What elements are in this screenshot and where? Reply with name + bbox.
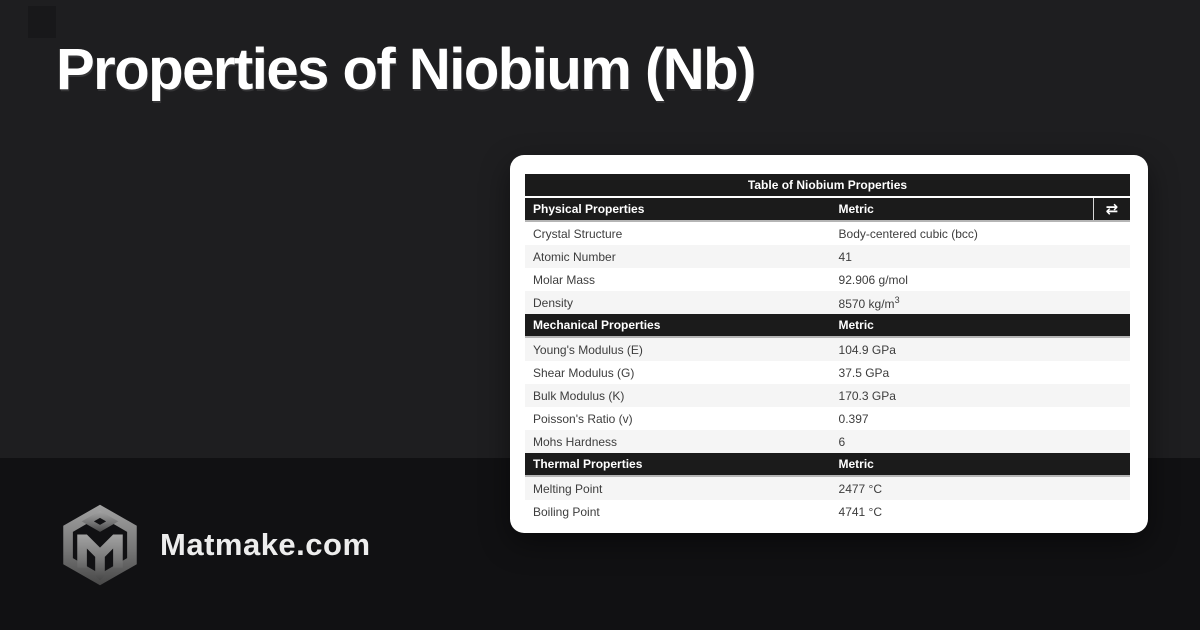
properties-card	[510, 155, 1148, 533]
section-header-row	[525, 314, 1130, 338]
page-title: Properties of Niobium (Nb)	[56, 37, 755, 102]
property-name: Poisson's Ratio (v)	[533, 411, 633, 426]
properties-table	[525, 174, 1130, 523]
property-value: 6	[838, 434, 846, 449]
table-row	[525, 477, 1130, 500]
corner-accent-square	[28, 6, 56, 38]
property-name: Boiling Point	[533, 504, 600, 519]
property-value: 41	[838, 249, 852, 264]
table-row	[525, 430, 1130, 453]
property-name: Mohs Hardness	[533, 434, 618, 449]
table-title: Table of Niobium Properties	[525, 174, 1130, 198]
table-body	[525, 198, 1130, 523]
property-value: 170.3 GPa	[838, 388, 896, 403]
table-row	[525, 500, 1130, 523]
superscript: 3	[894, 294, 900, 305]
property-value: 37.5 GPa	[838, 365, 890, 380]
property-value: 4741 °C	[838, 504, 883, 519]
property-name: Young's Modulus (E)	[533, 342, 643, 357]
table-row	[525, 338, 1130, 361]
property-value: Body-centered cubic (bcc)	[838, 226, 978, 241]
section-metric-label: Metric	[838, 318, 874, 332]
property-name: Density	[533, 295, 574, 310]
section-header-row	[525, 198, 1130, 222]
section-header-label: Mechanical Properties	[533, 318, 661, 332]
section-metric-label: Metric	[838, 202, 874, 216]
section-metric-label: Metric	[838, 457, 874, 471]
property-value: 8570 $kg/m^3$	[838, 294, 900, 311]
property-name: Molar Mass	[533, 272, 596, 287]
section-header-label: Thermal Properties	[533, 457, 643, 471]
table-row	[525, 384, 1130, 407]
table-row	[525, 361, 1130, 384]
brand-name: Matmake.com	[160, 527, 371, 562]
section-header-label: Physical Properties	[533, 202, 645, 216]
swap-arrows-icon[interactable]: ⇄	[1105, 199, 1119, 218]
swap-units-button[interactable]	[1093, 198, 1130, 220]
table-row	[525, 291, 1130, 314]
property-value: 2477 °C	[838, 481, 883, 496]
property-name: Shear Modulus (G)	[533, 365, 635, 380]
property-name: Bulk Modulus (K)	[533, 388, 625, 403]
property-value: 92.906 g/mol	[838, 272, 908, 287]
table-row	[525, 245, 1130, 268]
table-row	[525, 222, 1130, 245]
section-header-row	[525, 453, 1130, 477]
property-name: Melting Point	[533, 481, 603, 496]
table-row	[525, 407, 1130, 430]
matmake-logo-icon	[58, 501, 142, 589]
property-value: 104.9 GPa	[838, 342, 896, 357]
property-name: Atomic Number	[533, 249, 616, 264]
brand-footer	[58, 501, 371, 589]
property-name: Crystal Structure	[533, 226, 623, 241]
table-row	[525, 268, 1130, 291]
property-value: 0.397	[838, 411, 869, 426]
